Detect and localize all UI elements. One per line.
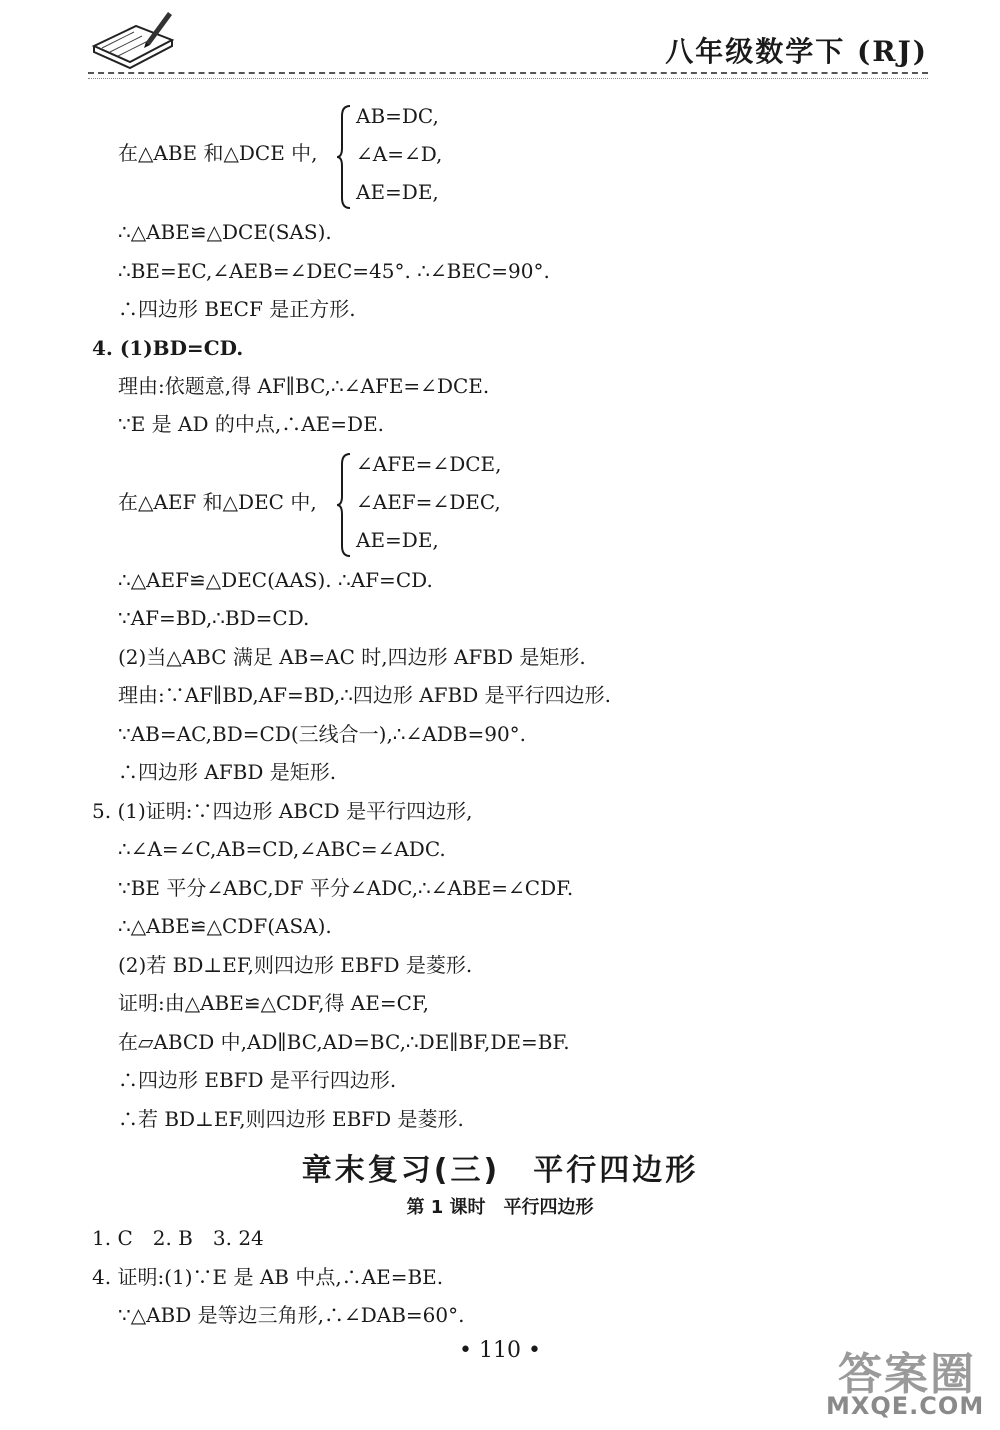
text-line: ∴△ABE≌△DCE(SAS). bbox=[118, 220, 332, 244]
system-prefix: 在△AEF 和△DEC 中, bbox=[118, 490, 317, 514]
header-divider-dotted bbox=[88, 78, 928, 79]
text-line: ∵AB=AC,BD=CD(三线合一),∴∠ADB=90°. bbox=[118, 722, 527, 746]
notebook-pen-icon bbox=[88, 8, 178, 70]
header-divider bbox=[88, 72, 928, 74]
text-line: 1. C 2. B 3. 24 bbox=[92, 1226, 264, 1250]
text-line: ∵AF=BD,∴BD=CD. bbox=[118, 606, 310, 630]
text-line: 4. 证明:(1)∵E 是 AB 中点,∴AE=BE. bbox=[92, 1265, 444, 1289]
system-eq: AE=DE, bbox=[356, 528, 439, 552]
text-line: ∴∠A=∠C,AB=CD,∠ABC=∠ADC. bbox=[118, 837, 446, 861]
text-line: (2)若 BD⊥EF,则四边形 EBFD 是菱形. bbox=[118, 953, 473, 977]
text-line: ∴△ABE≌△CDF(ASA). bbox=[118, 914, 332, 938]
system-eq: ∠AEF=∠DEC, bbox=[356, 490, 501, 514]
text-line: 在▱ABCD 中,AD∥BC,AD=BC,∴DE∥BF,DE=BF. bbox=[118, 1030, 570, 1054]
brace-icon bbox=[336, 104, 352, 210]
text-line: 理由:依题意,得 AF∥BC,∴∠AFE=∠DCE. bbox=[118, 374, 490, 398]
text-line: ∴若 BD⊥EF,则四边形 EBFD 是菱形. bbox=[118, 1107, 464, 1131]
watermark-logo: 答案圈 bbox=[838, 1349, 976, 1400]
text-line: 理由:∵AF∥BD,AF=BD,∴四边形 AFBD 是平行四边形. bbox=[118, 683, 611, 707]
text-line: ∵BE 平分∠ABC,DF 平分∠ADC,∴∠ABE=∠CDF. bbox=[118, 876, 574, 900]
system-eq: AE=DE, bbox=[356, 180, 439, 204]
book-title: 八年级数学下 (RJ) bbox=[665, 35, 928, 68]
system-prefix: 在△ABE 和△DCE 中, bbox=[118, 141, 318, 165]
text-line: ∴四边形 BECF 是正方形. bbox=[118, 297, 356, 321]
system-eq: ∠A=∠D, bbox=[356, 142, 443, 166]
text-line: 证明:由△ABE≌△CDF,得 AE=CF, bbox=[118, 991, 430, 1015]
system-eq: ∠AFE=∠DCE, bbox=[356, 452, 502, 476]
text-line: 4. (1)BD=CD. bbox=[92, 336, 244, 360]
watermark-url: MXQE.COM bbox=[826, 1392, 985, 1420]
page-number: • 110 • bbox=[459, 1338, 541, 1363]
page-header bbox=[0, 0, 1000, 90]
text-line: (2)当△ABC 满足 AB=AC 时,四边形 AFBD 是矩形. bbox=[118, 645, 586, 669]
system-eq: AB=DC, bbox=[356, 104, 439, 128]
brace-icon bbox=[336, 452, 352, 558]
chapter-title: 章末复习(三) 平行四边形 bbox=[301, 1153, 699, 1188]
text-line: 5. (1)证明:∵四边形 ABCD 是平行四边形, bbox=[92, 799, 473, 823]
text-line: ∴四边形 AFBD 是矩形. bbox=[118, 760, 337, 784]
text-line: ∴四边形 EBFD 是平行四边形. bbox=[118, 1068, 397, 1092]
lesson-title: 第 1 课时 平行四边形 bbox=[406, 1197, 594, 1218]
text-line: ∵△ABD 是等边三角形,∴∠DAB=60°. bbox=[118, 1303, 465, 1327]
text-line: ∴BE=EC,∠AEB=∠DEC=45°. ∴∠BEC=90°. bbox=[118, 259, 550, 283]
text-line: ∴△AEF≌△DEC(AAS). ∴AF=CD. bbox=[118, 568, 433, 592]
text-line: ∵E 是 AD 的中点,∴AE=DE. bbox=[118, 412, 385, 436]
